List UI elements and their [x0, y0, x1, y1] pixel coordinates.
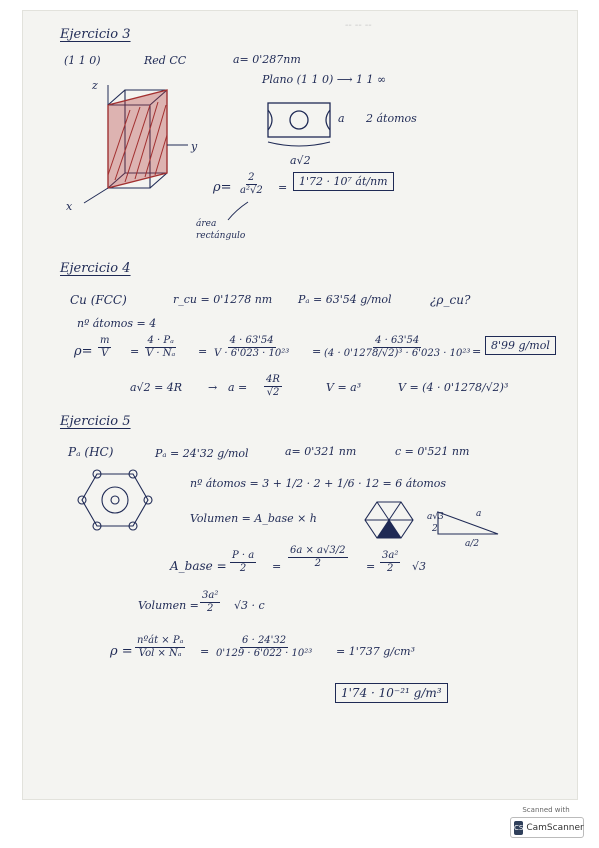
axis-x-label: x	[66, 200, 73, 213]
ex5-rho-result-1: = 1'737 g/cm³	[336, 645, 415, 658]
ex4-frac-3	[212, 335, 291, 359]
ex4-f2-num: 4 · Pₐ	[147, 335, 174, 346]
tri-base: a/2	[465, 539, 480, 549]
ex3-title: Ejercicio 3	[60, 27, 131, 42]
ex4-f3-den: V · 6'023 · 10²³	[214, 347, 290, 359]
tri-hypotenuse: a	[476, 509, 482, 519]
ex4-rel2: a =	[228, 381, 248, 394]
ex5-title: Ejercicio 5	[60, 414, 131, 429]
ex5-c: c = 0'521 nm	[395, 445, 470, 458]
hex-triangle-sketch	[365, 500, 415, 540]
hexagon-base-sketch	[80, 470, 150, 530]
ex5-ab-num2: 6a × a√3/2	[290, 545, 346, 556]
ex4-result: 8'99 g/mol	[485, 336, 556, 355]
ex5-ab-den1: 2	[239, 562, 247, 574]
ex5-r-den2: 0'129 · 6'022 · 10²³	[216, 647, 313, 659]
annotation-arrow	[222, 200, 252, 225]
tri-height: a√3	[427, 512, 444, 522]
ex5-vol2: Volumen =	[138, 599, 199, 612]
ex4-f3-num: 4 · 63'54	[229, 335, 274, 346]
ex5-a: a= 0'321 nm	[285, 445, 357, 458]
ex3-plane-indices: Plano (1 1 0) ⟶ 1 1 ∞	[262, 73, 387, 86]
ex4-title: Ejercicio 4	[60, 261, 131, 276]
ex4-rel3: V = a³	[326, 381, 362, 394]
ex4-arrow: →	[208, 381, 218, 394]
ex4-f4-den: (4 · 0'1278/√2)³ · 6'023 · 10²³	[324, 347, 471, 359]
ex4-rel1: a√2 = 4R	[130, 381, 183, 394]
ex4-f4-num: 4 · 63'54	[375, 335, 420, 346]
ex4-natoms: nº átomos = 4	[77, 317, 157, 330]
ex4-rho: ρ=	[74, 344, 93, 359]
ex4-atomic-weight: Pₐ = 63'54 g/mol	[298, 293, 392, 306]
ex5-vol2-num: 3a²	[202, 590, 219, 601]
axis-y-label: y	[191, 140, 198, 153]
right-triangle-sketch	[436, 508, 506, 538]
ex5-ab-den3: 2	[386, 562, 394, 574]
bleed-through: -- -- --	[345, 20, 372, 31]
area-note-2: rectángulo	[196, 231, 246, 241]
ex5-vol2-frac	[200, 590, 220, 614]
ex4-frac-4	[322, 335, 472, 359]
ex5-ab-frac-1	[230, 550, 256, 574]
ex5-abase: A_base =	[170, 559, 227, 573]
cube-110-drawing	[70, 75, 200, 215]
ex5-ab-den2: 2	[314, 557, 321, 569]
ex5-r-den1: Vol × Nₐ	[138, 647, 182, 659]
plane-atoms-sketch	[266, 100, 336, 145]
ex5-structure: Pₐ (HC)	[68, 445, 114, 459]
ex3-a: a= 0'287nm	[233, 53, 301, 66]
ex3-lattice: Red CC	[144, 54, 187, 67]
camscanner-logo-icon: CS	[514, 821, 523, 835]
ex5-vol2-den: 2	[206, 602, 214, 614]
ex5-rho-result-2: 1'74 · 10⁻²¹ g/m³	[335, 683, 448, 703]
ex4-material: Cu (FCC)	[70, 293, 127, 307]
plane-side-a: a	[338, 112, 345, 125]
ex4-rel2-num: 4R	[266, 374, 280, 385]
camscanner-badge	[506, 806, 586, 840]
ex5-vol2-tail: √3 · c	[234, 599, 265, 612]
ex3-rho-den: a²√2	[240, 184, 263, 196]
ex5-volume: Volumen = A_base × h	[190, 512, 317, 525]
area-note-1: área	[196, 219, 217, 229]
ex4-question: ¿ρ_cu?	[430, 293, 471, 307]
ex3-result: 1'72 · 10⁷ át/nm	[293, 172, 394, 191]
ex4-rel2-den: √2	[266, 386, 280, 398]
ex4-rel2-frac	[264, 374, 282, 398]
camscanner-logo-box	[510, 817, 584, 838]
ex3-rho-num: 2	[248, 172, 255, 183]
camscanner-name: CamScanner	[526, 822, 584, 833]
ex4-rel4: V = (4 · 0'1278/√2)³	[398, 381, 509, 394]
ex5-atomic-weight: Pₐ = 24'32 g/mol	[155, 447, 249, 460]
ex5-ab-tail: √3	[412, 560, 427, 573]
ex3-rho: ρ=	[213, 180, 232, 195]
ex5-rho: ρ =	[110, 644, 133, 659]
ex3-plane: (1 1 0)	[64, 54, 101, 67]
ex5-r-num1: nºát × Pₐ	[137, 635, 184, 646]
ex5-rho-frac-1	[135, 635, 185, 659]
ex5-ab-frac-2	[288, 545, 348, 569]
axis-z-label: z	[92, 79, 98, 92]
plane-width: a√2	[290, 154, 311, 167]
ex4-f1-den: V	[101, 347, 109, 359]
ex5-ab-num3: 3a²	[382, 550, 399, 561]
ex3-rho-fraction	[238, 172, 265, 196]
tri-height-den: 2	[432, 524, 438, 534]
ex4-frac-1	[98, 335, 111, 359]
ex5-ab-frac-3	[380, 550, 400, 574]
ex4-radius: r_cu = 0'1278 nm	[173, 293, 273, 306]
ex4-frac-2	[144, 335, 177, 359]
ex4-f2-den: V · Nₐ	[146, 347, 176, 359]
ex5-r-num2: 6 · 24'32	[242, 635, 287, 646]
ex5-rho-frac-2	[214, 635, 314, 659]
ex5-natoms: nº átomos = 3 + 1/2 · 2 + 1/6 · 12 = 6 átomos	[190, 477, 447, 490]
scanned-with-label: Scanned with	[522, 806, 570, 814]
atoms-count: 2 átomos	[366, 112, 417, 125]
ex4-f1-num: m	[100, 335, 110, 346]
ex5-ab-num1: P · a	[232, 550, 255, 561]
